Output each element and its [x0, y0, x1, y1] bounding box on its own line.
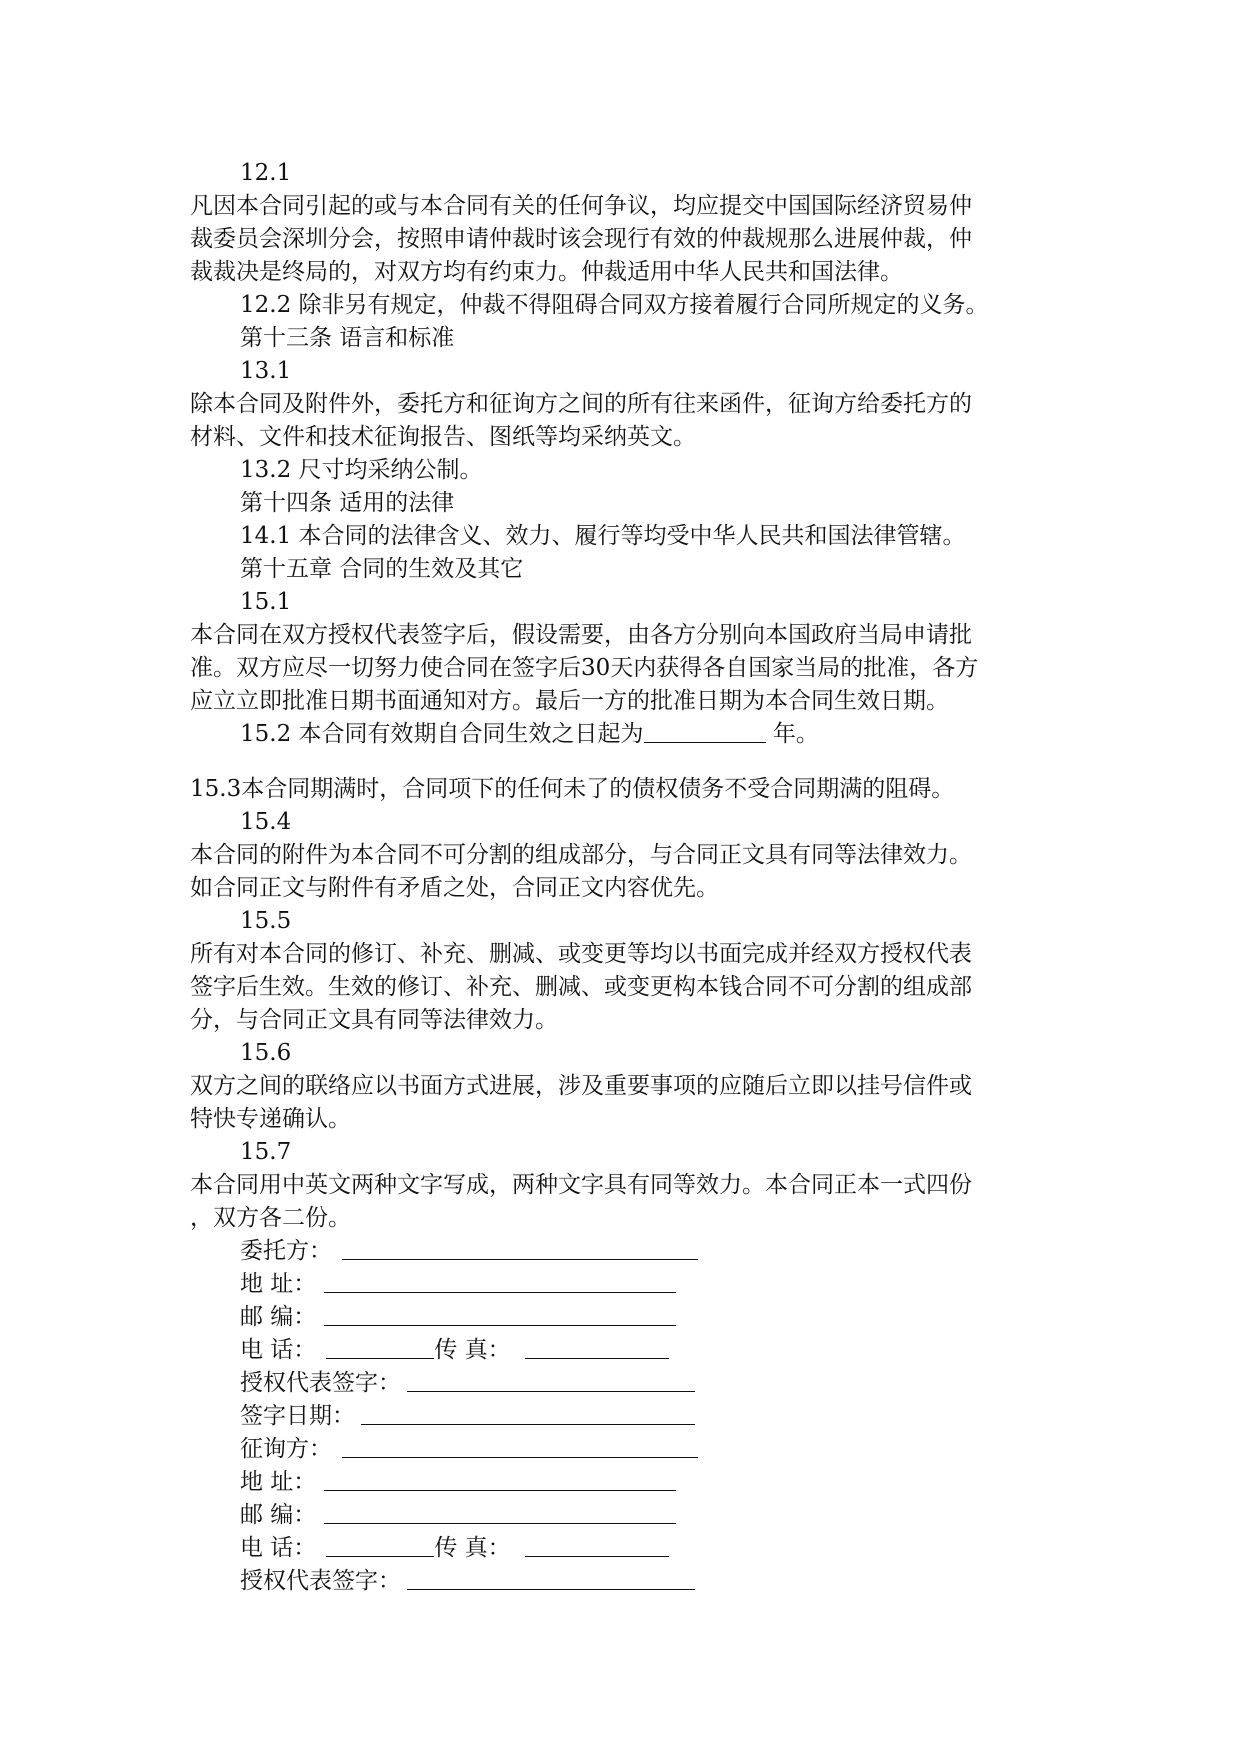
address-label: 地 址： — [240, 1469, 317, 1495]
contract-body — [190, 157, 1050, 1598]
client-address-row — [190, 1268, 1050, 1301]
client-postcode-row — [190, 1301, 1050, 1334]
postcode-label: 邮 编： — [240, 1502, 317, 1528]
client-rep-signature-blank[interactable] — [407, 1369, 695, 1392]
clause-15-1-number: 15.1 — [240, 589, 292, 615]
clause-15-7-text-line: 本合同用中英文两种文字写成，两种文字具有同等效力。本合同正本一式四份 — [190, 1172, 972, 1198]
consultant-address-row — [190, 1466, 1050, 1499]
clause-12-1-text-line: 裁委员会深圳分会，按照申请仲裁时该会现行有效的仲裁规那么进展仲裁，仲 — [190, 226, 972, 252]
clause-15-5-number: 15.5 — [240, 908, 292, 934]
client-phone-fax-row — [190, 1334, 1050, 1367]
sign-date-row — [190, 1400, 1050, 1433]
consultant-phone-blank[interactable] — [326, 1534, 434, 1557]
client-phone-blank[interactable] — [326, 1336, 434, 1359]
clause-15-6-text-line: 特快专递确认。 — [190, 1106, 351, 1132]
client-label: 委托方： — [240, 1238, 332, 1264]
consultant-fax-blank[interactable] — [525, 1534, 669, 1557]
rep-signature-label: 授权代表签字： — [240, 1568, 401, 1594]
clause-15-7-number: 15.7 — [240, 1139, 292, 1165]
consultant-rep-signature-row — [190, 1565, 1050, 1598]
clause-13-1-number: 13.1 — [240, 358, 292, 384]
clause-12-1-number: 12.1 — [240, 160, 292, 186]
sign-date-blank[interactable] — [361, 1402, 695, 1425]
consultant-label: 征询方： — [240, 1436, 332, 1462]
client-rep-signature-row — [190, 1367, 1050, 1400]
clause-13-1-text-line: 除本合同及附件外，委托方和征询方之间的所有往来函件，征询方给委托方的 — [190, 391, 972, 417]
clause-15-4-number: 15.4 — [240, 809, 292, 835]
clause-15-5-text-line: 所有对本合同的修订、补充、删减、或变更等均以书面完成并经双方授权代表 — [190, 941, 972, 967]
clause-15-1-text-line: 应立立即批准日期书面通知对方。最后一方的批准日期为本合同生效日期。 — [190, 688, 949, 714]
clause-15-2 — [190, 718, 1050, 751]
clause-15-4-text-line: 本合同的附件为本合同不可分割的组成部分，与合同正文具有同等法律效力。 — [190, 842, 972, 868]
clause-15-3: 15.3本合同期满时，合同项下的任何未了的债权债务不受合同期满的阻碍。 — [190, 776, 955, 802]
fax-label: 传 真： — [434, 1535, 511, 1561]
consultant-postcode-blank[interactable] — [324, 1501, 676, 1524]
article-13-heading: 第十三条 语言和标准 — [240, 325, 455, 351]
consultant-phone-fax-row — [190, 1532, 1050, 1565]
clause-15-5-text-line: 分，与合同正文具有同等法律效力。 — [190, 1007, 558, 1033]
fax-label: 传 真： — [434, 1337, 511, 1363]
clause-15-2-prefix: 15.2 本合同有效期自合同生效之日起为 — [240, 721, 644, 747]
postcode-label: 邮 编： — [240, 1304, 317, 1330]
client-fax-blank[interactable] — [525, 1336, 669, 1359]
clause-13-2: 13.2 尺寸均采纳公制。 — [240, 457, 483, 483]
client-name-blank[interactable] — [342, 1237, 698, 1260]
clause-12-2: 12.2 除非另有规定，仲裁不得阻碍合同双方接着履行合同所规定的义务。 — [240, 292, 989, 318]
clause-15-7-text-line: ，双方各二份。 — [190, 1205, 351, 1231]
consultant-address-blank[interactable] — [324, 1468, 676, 1491]
clause-15-1-text-line: 本合同在双方授权代表签字后，假设需要，由各方分别向本国政府当局申请批 — [190, 622, 972, 648]
clause-15-6-number: 15.6 — [240, 1040, 292, 1066]
address-label: 地 址： — [240, 1271, 317, 1297]
consultant-postcode-row — [190, 1499, 1050, 1532]
term-years-blank[interactable] — [644, 720, 766, 743]
clause-15-4-text-line: 如合同正文与附件有矛盾之处，合同正文内容优先。 — [190, 875, 719, 901]
clause-14-1: 14.1 本合同的法律含义、效力、履行等均受中华人民共和国法律管辖。 — [240, 523, 966, 549]
phone-label: 电 话： — [240, 1337, 317, 1363]
clause-15-2-suffix: 年。 — [772, 721, 819, 747]
clause-12-1-text-line: 裁裁决是终局的，对双方均有约束力。仲裁适用中华人民共和国法律。 — [190, 259, 903, 285]
clause-15-1-text-line: 准。双方应尽一切努力使合同在签字后30天内获得各自国家当局的批准，各方 — [190, 655, 979, 681]
phone-label: 电 话： — [240, 1535, 317, 1561]
chapter-15-heading: 第十五章 合同的生效及其它 — [240, 556, 524, 582]
client-address-blank[interactable] — [324, 1270, 676, 1293]
consultant-name-row — [190, 1433, 1050, 1466]
article-14-heading: 第十四条 适用的法律 — [240, 490, 455, 516]
clause-12-1-text-line: 凡因本合同引起的或与本合同有关的任何争议，均应提交中国国际经济贸易仲 — [190, 193, 972, 219]
clause-15-5-text-line: 签字后生效。生效的修订、补充、删减、或变更构本钱合同不可分割的组成部 — [190, 974, 972, 1000]
client-name-row — [190, 1235, 1050, 1268]
consultant-rep-signature-blank[interactable] — [407, 1567, 695, 1590]
consultant-name-blank[interactable] — [342, 1435, 698, 1458]
clause-15-6-text-line: 双方之间的联络应以书面方式进展，涉及重要事项的应随后立即以挂号信件或 — [190, 1073, 972, 1099]
clause-13-1-text-line: 材料、文件和技术征询报告、图纸等均采纳英文。 — [190, 424, 696, 450]
client-postcode-blank[interactable] — [324, 1303, 676, 1326]
sign-date-label: 签字日期： — [240, 1403, 355, 1429]
rep-signature-label: 授权代表签字： — [240, 1370, 401, 1396]
